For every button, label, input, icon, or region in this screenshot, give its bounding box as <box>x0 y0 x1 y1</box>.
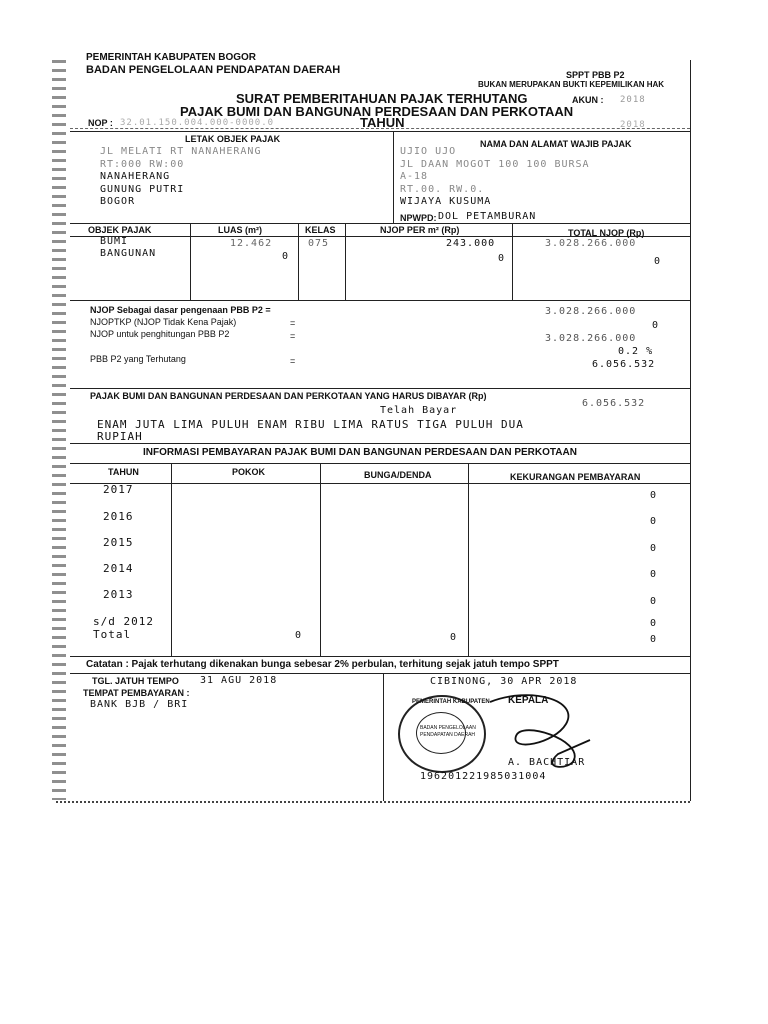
perforation-strip <box>52 60 66 800</box>
gov-line1: PEMERINTAH KABUPATEN BOGOR <box>86 52 256 63</box>
wajib-line: A-18 <box>400 171 429 182</box>
row-bangunan-njop: 0 <box>498 253 506 264</box>
njop-hitung-value: 3.028.266.000 <box>545 333 637 344</box>
terhutang-eq: = <box>290 356 296 366</box>
hist-year: 2017 <box>103 483 134 496</box>
terhutang-value: 6.056.532 <box>592 359 656 370</box>
history-title: INFORMASI PEMBAYARAN PAJAK BUMI DAN BANGUNAN PERDESAAN DAN PERKOTAAN <box>143 447 577 458</box>
row-bumi-kelas: 075 <box>308 238 330 249</box>
njop-hitung-label: NJOP untuk penghitungan PBB P2 <box>90 329 230 339</box>
row-bumi-njop: 243.000 <box>446 238 496 249</box>
njop-dasar-label: NJOP Sebagai dasar pengenaan PBB P2 = <box>90 305 271 315</box>
wajib-address <box>400 146 590 209</box>
wajib-line: JL DAAN MOGOT 100 100 BURSA <box>400 158 590 170</box>
hist-year: 2013 <box>103 588 134 601</box>
hist-year: s/d 2012 <box>93 615 154 628</box>
objek-line: BOGOR <box>100 196 136 207</box>
city-date: CIBINONG, 30 APR 2018 <box>430 676 578 687</box>
njop-hitung-eq: = <box>290 331 296 341</box>
objek-line: GUNUNG PUTRI <box>100 183 185 195</box>
title-line1: SURAT PEMBERITAHUAN PAJAK TERHUTANG <box>236 91 528 106</box>
kepala-label: KEPALA <box>508 695 549 706</box>
catatan: Catatan : Pajak terhutang dikenakan bunga sebesar 2% perbulan, terhitung sejak jatuh tempo SPPT <box>86 659 559 670</box>
hist-kekurangan: 0 <box>650 490 658 501</box>
col-total-njop: TOTAL NJOP (Rp) <box>568 228 645 238</box>
njoptkp-eq: = <box>290 318 296 328</box>
row-bangunan-objek: BANGUNAN <box>100 248 157 259</box>
jatuh-tempo-value: 31 AGU 2018 <box>200 675 278 686</box>
disclaimer: BUKAN MERUPAKAN BUKTI KEPEMILIKAN HAK <box>478 80 665 89</box>
payment-label: PAJAK BUMI DAN BANGUNAN PERDESAAN DAN PERKOTAAN YANG HARUS DIBAYAR (Rp) <box>90 391 487 401</box>
njoptkp-value: 0 <box>652 320 660 331</box>
hist-col-tahun: TAHUN <box>108 467 139 477</box>
wajib-line: WIJAYA KUSUMA <box>400 196 492 207</box>
col-objek: OBJEK PAJAK <box>88 225 152 235</box>
official-name: A. BACHTIAR <box>508 757 586 768</box>
terhutang-label: PBB P2 yang Terhutang <box>90 354 186 364</box>
tarif-value: 0.2 % <box>618 346 654 357</box>
hist-total-pokok: 0 <box>295 630 303 641</box>
npwpd-label: NPWPD: <box>400 213 437 223</box>
seal-inner-text2: PENDAPATAN DAERAH <box>420 732 476 738</box>
seal-inner-text1: BADAN PENGELOLAAN <box>420 725 476 731</box>
hist-year: 2016 <box>103 510 134 523</box>
wajib-title: NAMA DAN ALAMAT WAJIB PAJAK <box>480 139 632 149</box>
col-luas: LUAS (m²) <box>218 225 262 235</box>
hist-kekurangan: 0 <box>650 618 658 629</box>
col-njop-m2: NJOP PER m² (Rp) <box>380 225 460 235</box>
sppt-code: SPPT PBB P2 <box>566 70 625 80</box>
hist-total-bunga: 0 <box>450 632 458 643</box>
hist-col-bunga: BUNGA/DENDA <box>364 470 432 480</box>
objek-address <box>100 146 261 209</box>
paid-stamp: Telah Bayar <box>380 405 458 416</box>
hist-year: 2014 <box>103 562 134 575</box>
row-bumi-luas: 12.462 <box>230 238 273 249</box>
tempat-label: TEMPAT PEMBAYARAN : <box>83 688 190 698</box>
npwpd-value: DOL PETAMBURAN <box>438 211 537 222</box>
seal-outer-text: PEMERINTAH KABUPATEN <box>412 699 490 705</box>
official-nip: 196201221985031004 <box>420 771 547 782</box>
hist-col-pokok: POKOK <box>232 467 266 477</box>
objek-title: LETAK OBJEK PAJAK <box>185 134 281 144</box>
tahun-value: 2018 <box>620 120 646 130</box>
njop-dasar-value: 3.028.266.000 <box>545 306 637 317</box>
wajib-line: RT.00. RW.0. <box>400 183 485 195</box>
jatuh-tempo-label: TGL. JATUH TEMPO <box>92 676 179 686</box>
amount-words-line2: RUPIAH <box>97 430 143 443</box>
gov-line2: BADAN PENGELOLAAN PENDAPATAN DAERAH <box>86 64 341 76</box>
wajib-line: UJIO UJO <box>400 146 457 157</box>
objek-line: JL MELATI RT NANAHERANG <box>100 146 262 157</box>
payment-amount: 6.056.532 <box>582 398 646 409</box>
hist-kekurangan: 0 <box>650 543 658 554</box>
hist-year: 2015 <box>103 536 134 549</box>
col-kelas: KELAS <box>305 225 336 235</box>
row-bumi-objek: BUMI <box>100 236 129 247</box>
objek-line: NANAHERANG <box>100 171 171 182</box>
nop-label: NOP : <box>88 118 113 128</box>
objek-line: RT:000 RW:00 <box>100 158 185 170</box>
row-bangunan-total: 0 <box>654 256 662 267</box>
tempat-value: BANK BJB / BRI <box>90 699 189 710</box>
title-line3: TAHUN <box>360 115 405 130</box>
hist-kekurangan: 0 <box>650 516 658 527</box>
akun-label: AKUN : <box>572 95 604 105</box>
hist-total-kekurangan: 0 <box>650 634 658 645</box>
akun-value: 2018 <box>620 95 646 105</box>
hist-kekurangan: 0 <box>650 569 658 580</box>
njoptkp-label: NJOPTKP (NJOP Tidak Kena Pajak) <box>90 317 237 327</box>
title-line2: PAJAK BUMI DAN BANGUNAN PERDESAAN DAN PERKOTAAN <box>180 104 574 119</box>
amount-words-line1: ENAM JUTA LIMA PULUH ENAM RIBU LIMA RATUS TIGA PULUH DUA <box>97 418 524 431</box>
hist-col-kekurangan: KEKURANGAN PEMBAYARAN <box>510 472 641 482</box>
hist-kekurangan: 0 <box>650 596 658 607</box>
row-bangunan-luas: 0 <box>282 251 290 262</box>
nop-value: 32.01.150.004.000-0000.0 <box>120 118 275 128</box>
row-bumi-total: 3.028.266.000 <box>545 238 637 249</box>
hist-total-label: Total <box>93 628 132 641</box>
